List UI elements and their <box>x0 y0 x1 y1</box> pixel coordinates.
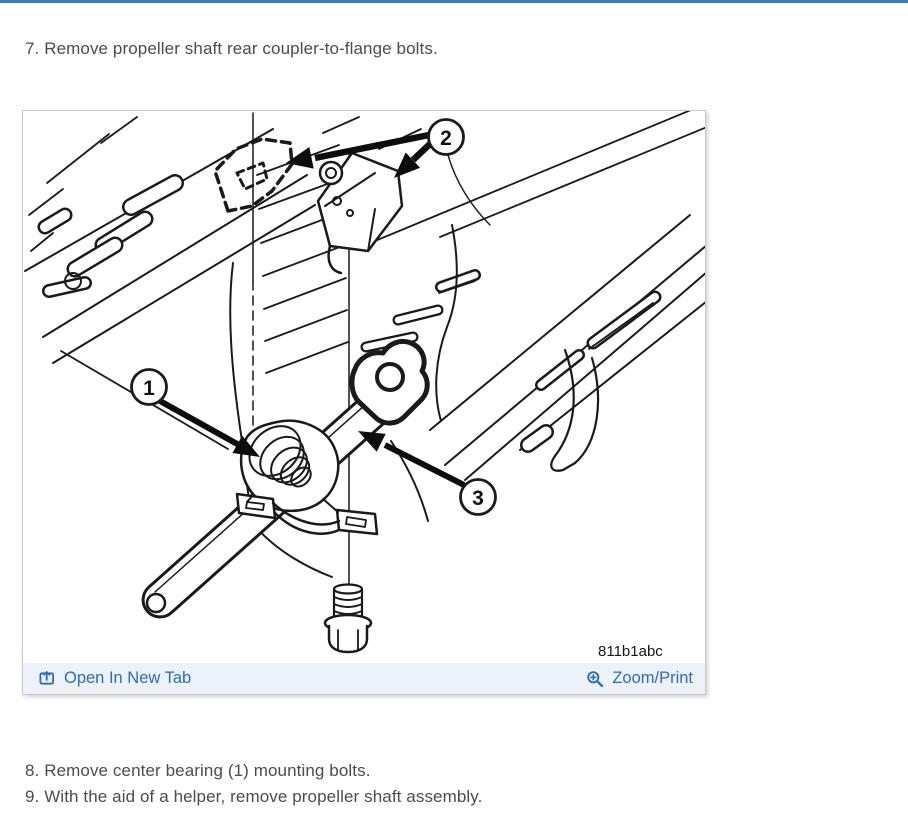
callout-1-label: 1 <box>143 377 155 400</box>
zoom-print-label: Zoom/Print <box>612 669 693 687</box>
open-in-new-tab-link[interactable] <box>38 669 191 688</box>
zoom-print-link[interactable] <box>586 669 693 688</box>
callout-2-label: 2 <box>440 127 452 150</box>
figure-diagram <box>23 111 705 663</box>
bearing-mount-bracket <box>318 153 402 273</box>
open-in-new-tab-icon <box>38 670 56 687</box>
instruction-step-8: 8. Remove center bearing (1) mounting bolts. <box>25 761 371 780</box>
zoom-in-icon <box>586 670 604 688</box>
callout-3-label: 3 <box>472 487 484 510</box>
top-accent-bar <box>0 0 908 3</box>
callout-2-leader <box>448 155 490 225</box>
figure-panel <box>22 110 706 695</box>
rear-crossmember <box>230 215 705 577</box>
figure-code: 811b1abc <box>598 643 663 660</box>
open-in-new-tab-label: Open In New Tab <box>64 669 192 687</box>
figure-toolbar <box>23 663 705 694</box>
instruction-step-9: 9. With the aid of a helper, remove propeller shaft assembly. <box>25 786 483 806</box>
instruction-step-7: 7. Remove propeller shaft rear coupler-to-flange bolts. <box>25 39 438 58</box>
mounting-bolt <box>325 585 371 653</box>
instruction-steps-8-9 <box>25 758 482 809</box>
